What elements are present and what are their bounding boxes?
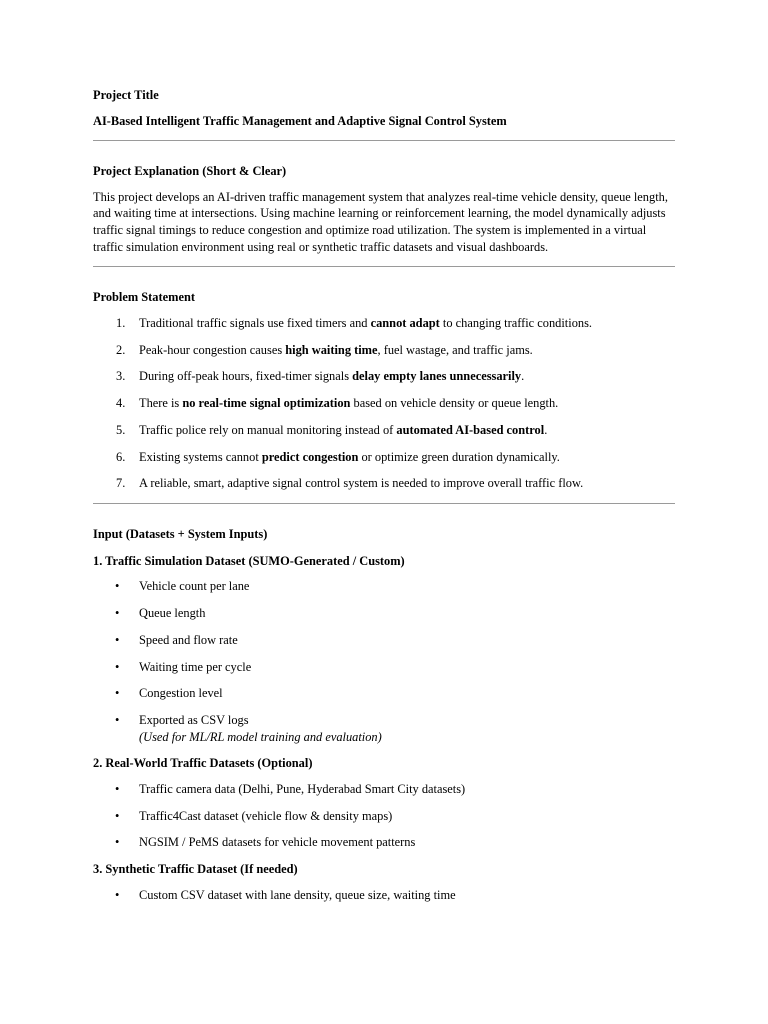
- explanation-text: This project develops an AI-driven traffic management system that analyzes real-time vehicle density, queue length, and waiting time at intersections. Using machine learning or reinforcement learning, the model dynamically adjusts traffic signal timings to reduce congestion and optimize road utilization. The system is implemented in a virtual traffic simulation environment using real or synthetic traffic datasets and visual dashboards.: [93, 189, 668, 254]
- list-item: [93, 781, 675, 798]
- problem-heading: Problem Statement: [93, 290, 195, 305]
- divider: [93, 503, 675, 504]
- document-page: [93, 87, 675, 903]
- list-item: [93, 834, 675, 851]
- problem-text: [139, 450, 560, 464]
- list-item: [93, 712, 675, 745]
- explanation-heading: Project Explanation (Short & Clear): [93, 164, 287, 179]
- problem-item: [93, 368, 675, 385]
- list-item: [93, 887, 675, 904]
- item-number: 7.: [116, 476, 126, 491]
- list-item: [93, 578, 675, 595]
- item-text: Congestion level: [139, 686, 223, 701]
- emphasis-text: cannot adapt: [370, 315, 440, 330]
- dataset-heading: 2. Real-World Traffic Datasets (Optional): [93, 756, 313, 771]
- input-heading: Input (Datasets + System Inputs): [93, 527, 268, 542]
- item-text: Custom CSV dataset with lane density, queue size, waiting time: [139, 887, 456, 902]
- divider: [93, 140, 675, 141]
- dataset-group: [93, 755, 675, 851]
- item-text: Speed and flow rate: [139, 632, 238, 647]
- text-segment: During off-peak hours, fixed-timer signals: [139, 369, 353, 384]
- text-segment: There is: [139, 396, 183, 411]
- text-segment: .: [521, 369, 525, 384]
- bullet-icon: •: [115, 606, 120, 620]
- bullet-icon: •: [115, 808, 120, 823]
- bullet-icon: •: [115, 659, 120, 674]
- text-segment: to changing traffic conditions.: [439, 315, 593, 330]
- bullet-icon: •: [115, 579, 120, 594]
- project-title-label: Project Title: [93, 88, 159, 102]
- emphasis-text: predict congestion: [261, 449, 359, 464]
- item-number: 2.: [116, 342, 126, 357]
- text-segment: based on vehicle density or queue length.: [350, 396, 559, 411]
- item-text: Exported as CSV logs: [139, 713, 249, 728]
- dataset-list: [93, 578, 675, 745]
- input-section: [93, 526, 675, 903]
- problem-item: [93, 315, 675, 332]
- item-text: NGSIM / PeMS datasets for vehicle movement patterns: [139, 835, 416, 850]
- dataset-groups: [93, 553, 675, 904]
- bullet-icon: •: [115, 835, 120, 850]
- text-segment: Existing systems cannot: [139, 449, 262, 464]
- list-item: [93, 632, 675, 649]
- problem-text: [139, 369, 524, 383]
- dataset-list: [93, 887, 675, 904]
- emphasis-text: automated AI-based control: [396, 422, 545, 437]
- list-item: [93, 808, 675, 825]
- problem-item: [93, 342, 675, 359]
- item-text: Waiting time per cycle: [139, 659, 252, 674]
- text-segment: , fuel wastage, and traffic jams.: [377, 342, 533, 357]
- text-segment: Traditional traffic signals use fixed timers and: [139, 315, 371, 330]
- item-number: 3.: [116, 369, 126, 384]
- emphasis-text: no real-time signal optimization: [182, 396, 351, 411]
- problem-item: [93, 395, 675, 412]
- dataset-list: [93, 781, 675, 851]
- text-segment: .: [544, 422, 548, 437]
- problem-text: [139, 316, 592, 330]
- emphasis-text: high waiting time: [285, 342, 378, 357]
- item-text: Traffic4Cast dataset (vehicle flow & density maps): [139, 808, 393, 823]
- bullet-icon: •: [115, 632, 120, 647]
- problem-item: [93, 449, 675, 466]
- text-segment: Traffic police rely on manual monitoring instead of: [139, 422, 397, 437]
- list-item: [93, 659, 675, 676]
- problem-text: [139, 476, 583, 490]
- dataset-heading: 1. Traffic Simulation Dataset (SUMO-Generated / Custom): [93, 553, 405, 568]
- problem-item: [93, 422, 675, 439]
- text-segment: Peak-hour congestion causes: [139, 342, 286, 357]
- item-note: (Used for ML/RL model training and evaluation): [139, 729, 382, 744]
- explanation-section: [93, 163, 675, 255]
- bullet-icon: •: [115, 781, 120, 796]
- dataset-group: [93, 861, 675, 903]
- problem-section: [93, 289, 675, 492]
- bullet-icon: •: [115, 887, 120, 902]
- problem-item: [93, 475, 675, 492]
- item-number: 4.: [116, 396, 126, 411]
- project-title: AI-Based Intelligent Traffic Management and Adaptive Signal Control System: [93, 113, 507, 128]
- item-text: Vehicle count per lane: [139, 579, 250, 594]
- problem-list: [93, 315, 675, 492]
- item-number: 6.: [116, 449, 126, 464]
- item-number: 5.: [116, 422, 126, 437]
- emphasis-text: delay empty lanes unnecessarily: [352, 369, 522, 384]
- bullet-icon: •: [115, 713, 120, 728]
- dataset-group: [93, 553, 675, 746]
- item-text: Traffic camera data (Delhi, Pune, Hyderabad Smart City datasets): [139, 781, 466, 796]
- bullet-icon: •: [115, 686, 120, 701]
- item-number: 1.: [116, 315, 126, 330]
- problem-text: [139, 396, 558, 410]
- problem-text: [139, 343, 533, 357]
- dataset-heading: 3. Synthetic Traffic Dataset (If needed): [93, 862, 298, 877]
- item-text: Queue length: [139, 606, 206, 620]
- list-item: [93, 685, 675, 702]
- list-item: [93, 605, 675, 622]
- problem-text: [139, 423, 547, 437]
- text-segment: or optimize green duration dynamically.: [358, 449, 560, 464]
- divider: [93, 266, 675, 267]
- text-segment: A reliable, smart, adaptive signal control system is needed to improve overall traffic flow.: [139, 476, 584, 491]
